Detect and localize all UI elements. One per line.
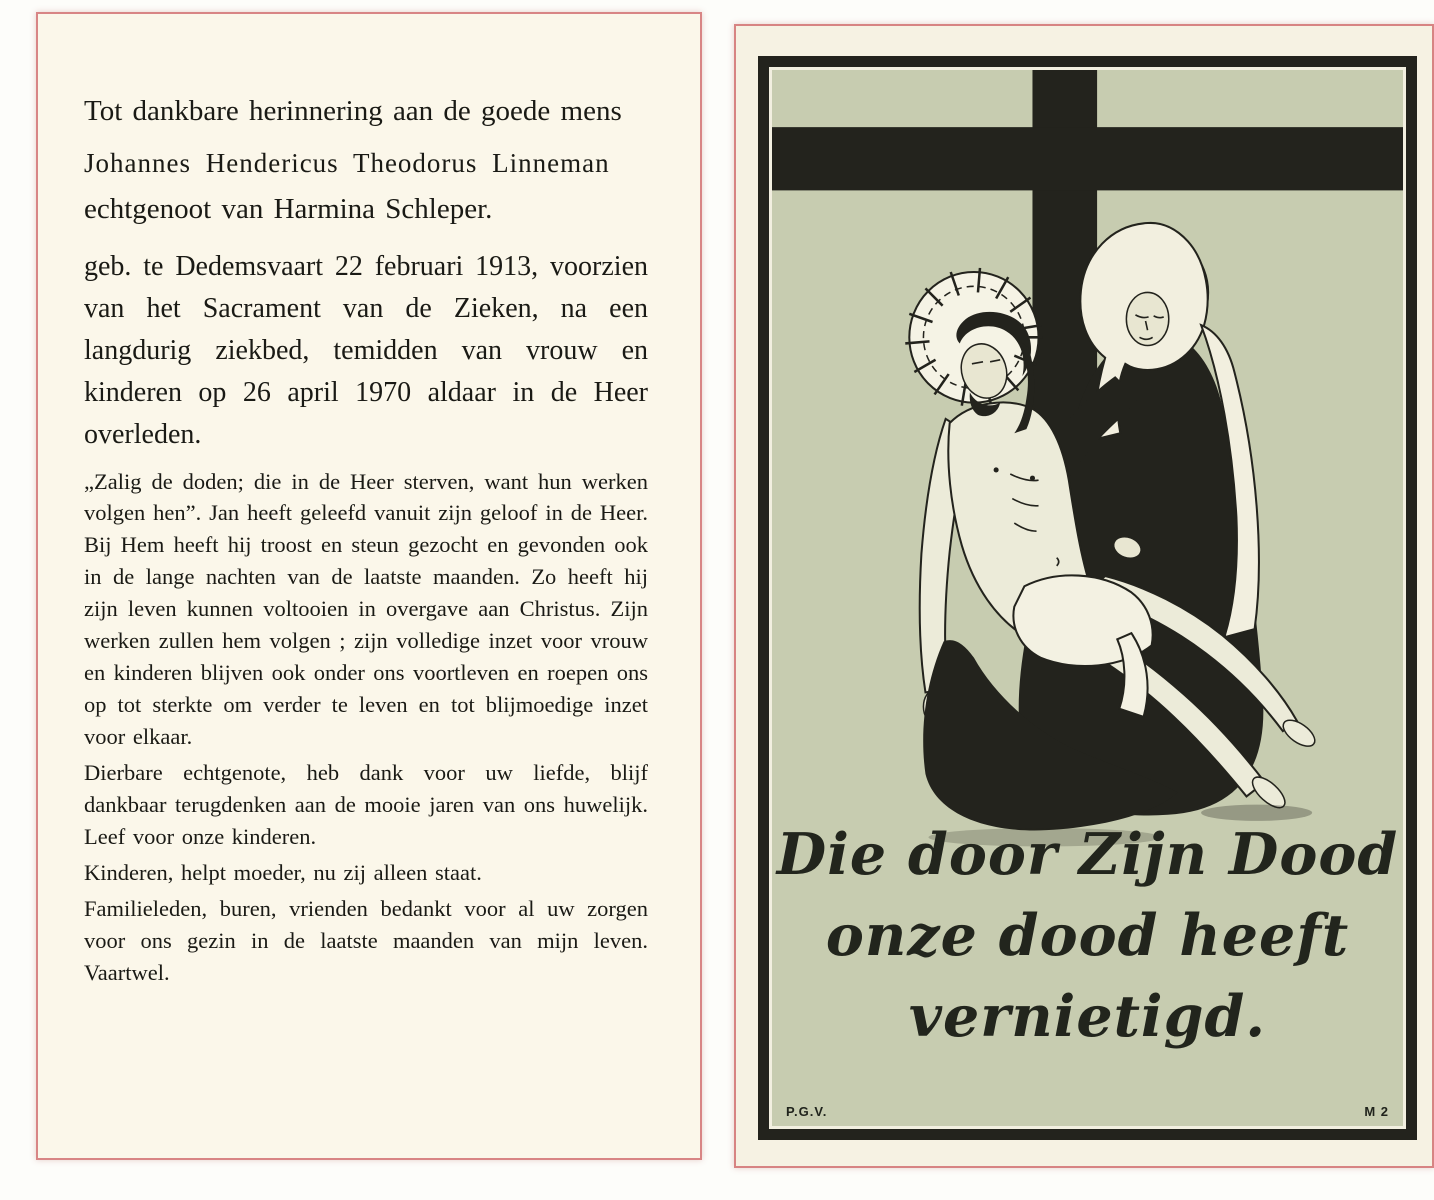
deceased-name: Johannes Hendericus Theodorus Linneman: [84, 147, 610, 178]
memorial-paragraph: Familieleden, buren, vrienden bedankt voor al uw zorgen voor ons gezin in de laatste maanden van mijn leven. Vaartwel.: [84, 895, 648, 985]
printer-mark: P.G.V.: [786, 1104, 828, 1119]
illustration-panel: [772, 70, 1403, 1126]
intro-text: Tot dankbare herinnering aan de goede mens: [84, 95, 622, 127]
memorial-paragraph: „Zalig de doden; die in de Heer sterven, want hun werken volgen hen”. Jan heeft geleefd vanuit zijn geloof in de Heer. Bij Hem heeft hij troost en steun gezocht en gevonden ook in de lange nachten van de laatste maanden. Zo heeft hij zijn leven kunnen voltooien in overgave aan Christus. Zijn werken zullen hem volgen ; zijn volledige inzet voor vrouw en kinderen blijven ook onder ons voortleven en roepen ons op tot sterkte om verder te leven en tot blijmoedige inzet voor elkaar.: [84, 468, 648, 749]
caption: [772, 814, 1403, 1057]
caption-line: vernietigd.: [908, 983, 1267, 1051]
illustration-frame: [758, 56, 1417, 1140]
spouse-line: echtgenoot van Harmina Schleper.: [84, 192, 493, 225]
memorial-text-page: [36, 12, 702, 1160]
memorial-paragraph: Kinderen, helpt moeder, nu zij alleen staat.: [84, 859, 482, 885]
series-mark: M 2: [1364, 1104, 1389, 1119]
caption-line: onze dood heeft: [825, 902, 1350, 970]
memorial-paragraph: Dierbare echtgenote, heb dank voor uw liefde, blijf dankbaar terugdenken aan de mooie jaren van ons huwelijk. Leef voor onze kinderen.: [84, 759, 648, 849]
caption-line: Die door Zijn Dood: [776, 821, 1399, 889]
illustration-page: [734, 24, 1434, 1168]
biography-text: geb. te Dedemsvaart 22 februari 1913, voorzien van het Sacrament van de Zieken, na een langdurig ziekbed, temidden van vrouw en kinderen op 26 april 1970 aldaar in de Heer overleden.: [84, 250, 648, 450]
